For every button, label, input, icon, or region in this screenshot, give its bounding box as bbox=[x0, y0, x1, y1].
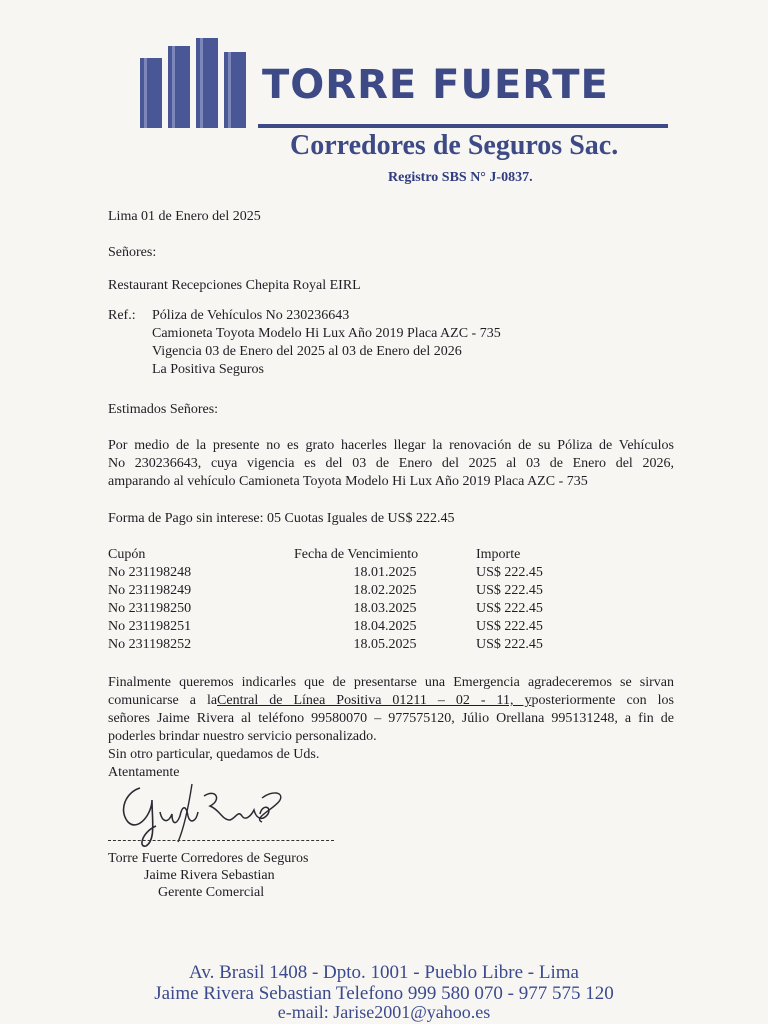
footer-phones: Jaime Rivera Sebastian Telefono 999 580 070 - 977 575 120 bbox=[154, 983, 614, 1004]
amount: US$ 222.45 bbox=[476, 619, 543, 634]
recipient: Restaurant Recepciones Chepita Royal EIRL bbox=[108, 278, 361, 293]
closing-line bbox=[108, 692, 674, 710]
tower-logo-icon bbox=[140, 38, 260, 128]
signature-line bbox=[108, 840, 334, 841]
payment-terms: Forma de Pago sin interese: 05 Cuotas Iguales de US$ 222.45 bbox=[108, 511, 455, 526]
body-line: Por medio de la presente no es grato hacerles llegar la renovación de su Póliza de Vehículos bbox=[108, 438, 674, 453]
coupon-number: No 231198251 bbox=[108, 619, 192, 634]
letterhead-rule bbox=[258, 124, 668, 128]
table-row bbox=[108, 600, 568, 618]
body-line: No 230236643, cuya vigencia es del 03 de Enero del 2025 al 03 de Enero del 2026, bbox=[108, 456, 674, 471]
ref-line: Póliza de Vehículos No 230236643 bbox=[152, 308, 350, 323]
ref-label: Ref.: bbox=[108, 308, 136, 323]
coupon-number: No 231198250 bbox=[108, 601, 192, 616]
amount: US$ 222.45 bbox=[476, 565, 543, 580]
handwritten-signature bbox=[112, 770, 292, 850]
amount: US$ 222.45 bbox=[476, 637, 543, 652]
ref-line: Camioneta Toyota Modelo Hi Lux Año 2019 Placa AZC - 735 bbox=[152, 326, 501, 341]
signer-name: Jaime Rivera Sebastian bbox=[144, 868, 275, 883]
sign-off-closing: Atentamente bbox=[108, 765, 180, 780]
header-due-date: Fecha de Vencimiento bbox=[294, 547, 419, 562]
signer-company: Torre Fuerte Corredores de Seguros bbox=[108, 851, 309, 866]
ref-line: La Positiva Seguros bbox=[152, 362, 264, 377]
company-name: TORRE FUERTE bbox=[262, 62, 609, 108]
table-row bbox=[108, 636, 568, 654]
reference-block bbox=[152, 307, 501, 379]
closing-line: Finalmente queremos indicarles que de presentarse una Emergencia agradeceremos se sirvan bbox=[108, 675, 674, 690]
company-subtitle: Corredores de Seguros Sac. bbox=[290, 130, 619, 161]
closing-paragraph bbox=[108, 674, 674, 746]
emergency-line-text: Central de Línea Positiva 01211 – 02 - 11, y bbox=[217, 693, 532, 708]
letter-date: Lima 01 de Enero del 2025 bbox=[108, 209, 261, 224]
due-date: 18.04.2025 bbox=[353, 619, 417, 634]
body-paragraph bbox=[108, 437, 674, 491]
ref-line: Vigencia 03 de Enero del 2025 al 03 de Enero del 2026 bbox=[152, 344, 462, 359]
registry-number: Registro SBS N° J-0837. bbox=[388, 170, 533, 185]
table-row bbox=[108, 564, 568, 582]
header-coupon: Cupón bbox=[108, 547, 146, 562]
closing-line: poderles brindar nuestro servicio personalizado. bbox=[108, 729, 377, 744]
coupon-number: No 231198252 bbox=[108, 637, 192, 652]
signer-title: Gerente Comercial bbox=[158, 885, 265, 900]
salutation-to: Señores: bbox=[108, 245, 157, 260]
header-amount: Importe bbox=[476, 547, 521, 562]
due-date: 18.01.2025 bbox=[353, 565, 417, 580]
coupon-number: No 231198248 bbox=[108, 565, 192, 580]
due-date: 18.05.2025 bbox=[353, 637, 417, 652]
table-header bbox=[108, 546, 568, 564]
amount: US$ 222.45 bbox=[476, 601, 543, 616]
amount: US$ 222.45 bbox=[476, 583, 543, 598]
closing-line: señores Jaime Rivera al teléfono 99580070 – 977575120, Júlio Orellana 995131248, a fin de bbox=[108, 711, 674, 726]
coupon-number: No 231198249 bbox=[108, 583, 192, 598]
greeting: Estimados Señores: bbox=[108, 402, 219, 417]
body-line: amparando al vehículo Camioneta Toyota Modelo Hi Lux Año 2019 Placa AZC - 735 bbox=[108, 474, 588, 489]
coupon-table bbox=[108, 546, 568, 654]
closing-post: posteriormente con los bbox=[531, 693, 675, 708]
sign-off: Sin otro particular, quedamos de Uds. bbox=[108, 747, 320, 762]
due-date: 18.03.2025 bbox=[353, 601, 417, 616]
table-row bbox=[108, 618, 568, 636]
due-date: 18.02.2025 bbox=[353, 583, 417, 598]
footer-address: Av. Brasil 1408 - Dpto. 1001 - Pueblo Libre - Lima bbox=[189, 962, 579, 983]
table-row bbox=[108, 582, 568, 600]
closing-pre: comunicarse a la bbox=[108, 693, 218, 708]
footer-email: e-mail: Jarise2001@yahoo.es bbox=[277, 1002, 491, 1022]
